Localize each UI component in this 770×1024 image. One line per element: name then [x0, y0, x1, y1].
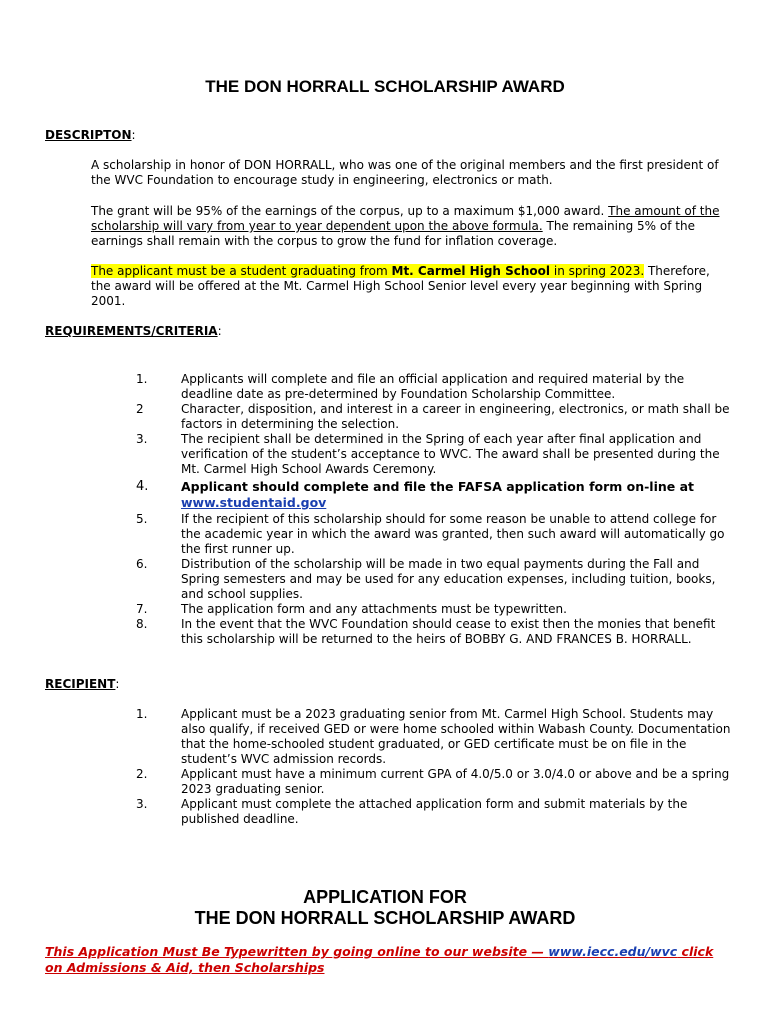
- description-paragraph-2: [91, 204, 731, 249]
- item-number: 3.: [136, 797, 148, 811]
- document-title: THE DON HORRALL SCHOLARSHIP AWARD: [205, 77, 565, 96]
- list-item: [0, 432, 731, 477]
- item-text: Character, disposition, and interest in a career in engineering, electronics, or math shall be factors in determining the selection.: [181, 402, 730, 431]
- notice-text-end: click on Admissions & Aid, then Scholarships: [45, 944, 714, 975]
- application-title-line-2: THE DON HORRALL SCHOLARSHIP AWARD: [194, 908, 576, 928]
- list-item: [0, 479, 731, 511]
- item-text: Distribution of the scholarship will be made in two equal payments during the Fall and Spring semesters and may be used for any education expenses, including tuition, books, and school supplies.: [181, 557, 716, 601]
- list-item: [0, 602, 731, 617]
- amount-varies-text: The amount of the scholarship will vary from year to year dependent upon the above formula.: [91, 204, 720, 233]
- therefore-text: Therefore, the award will be offered at the Mt. Carmel High School Senior level every year beginning with Spring 2001.: [91, 264, 710, 308]
- applicant-highlight-a: The applicant must be a student graduating from: [91, 264, 392, 278]
- item-text: If the recipient of this scholarship should for some reason be unable to attend college for the academic year in which the award was granted, then such award will automatically go the first runner up.: [181, 512, 725, 556]
- item-number: 1.: [136, 707, 148, 721]
- item-text: The recipient shall be determined in the Spring of each year after final application and verification of the student’s acceptance to WVC. The award shall be presented during the Mt. Carmel High School Awards Ceremony.: [181, 432, 720, 476]
- item-number: 4.: [136, 479, 149, 494]
- list-item: [0, 707, 731, 767]
- recipient-heading-label: RECIPIENT: [45, 677, 116, 691]
- item-text: Applicant must have a minimum current GPA of 4.0/5.0 or 3.0/4.0 or above and be a spring 2023 graduating senior.: [181, 767, 730, 796]
- list-item: [0, 557, 731, 602]
- list-item: [0, 512, 731, 557]
- item-number: 5.: [136, 512, 148, 526]
- description-heading-colon: :: [131, 128, 136, 142]
- recipient-heading: [45, 677, 119, 692]
- item-text: Applicant must complete the attached application form and submit materials by the published deadline.: [181, 797, 688, 826]
- item-number: 1.: [136, 372, 148, 386]
- description-paragraph-3: [91, 264, 731, 309]
- list-item: [0, 767, 731, 797]
- list-item: [0, 372, 731, 402]
- notice-text: This Application Must Be Typewritten by going online to our website —: [45, 944, 549, 959]
- typewritten-notice: [45, 944, 735, 976]
- list-item: [0, 402, 731, 432]
- item-number: 2.: [136, 767, 148, 781]
- application-title-line-1: APPLICATION FOR: [303, 887, 467, 907]
- item-number: 6.: [136, 557, 148, 571]
- recipient-heading-colon: :: [115, 677, 120, 691]
- description-paragraph-1: A scholarship in honor of DON HORRALL, who was one of the original members and the first president of the WVC Foundation to encourage study in engineering, electronics or math.: [91, 158, 719, 187]
- description-heading-label: DESCRIPTON: [45, 128, 132, 142]
- item-number: 7.: [136, 602, 148, 616]
- studentaid-link[interactable]: www.studentaid.gov: [181, 495, 327, 510]
- item-number: 2: [136, 402, 144, 416]
- list-item: [0, 617, 731, 647]
- list-item: [0, 797, 731, 827]
- requirements-list: [0, 372, 770, 647]
- item-text: In the event that the WVC Foundation should cease to exist then the monies that benefit this scholarship will be returned to the heirs of BOBBY G. AND FRANCES B. HORRALL.: [181, 617, 716, 646]
- remaining-text: The remaining 5% of the earnings shall remain with the corpus to grow the fund for inflation coverage.: [91, 219, 695, 248]
- website-link[interactable]: www.iecc.edu/wvc: [548, 944, 678, 959]
- item-text: The application form and any attachments must be typewritten.: [181, 602, 567, 616]
- item-number: 3.: [136, 432, 148, 446]
- grant-text: The grant will be 95% of the earnings of the corpus, up to a maximum $1,000 award.: [91, 204, 609, 218]
- requirements-heading-label: REQUIREMENTS/CRITERIA: [45, 324, 218, 338]
- school-name-highlight: Mt. Carmel High School: [391, 264, 551, 278]
- requirements-heading: [45, 324, 222, 339]
- item-text: Applicant should complete and file the FAFSA application form on-line at: [181, 479, 695, 494]
- applicant-highlight-c: in spring 2023.: [550, 264, 645, 278]
- item-number: 8.: [136, 617, 148, 631]
- item-text: Applicant must be a 2023 graduating senior from Mt. Carmel High School. Students may also qualify, if received GED or were home schooled within Wabash County. Documentation that the home-schooled student graduated, or GED certificate must be on file in the student’s WVC admission records.: [181, 707, 731, 766]
- item-text: Applicants will complete and file an official application and required material by the deadline date as pre-determined by Foundation Scholarship Committee.: [181, 372, 685, 401]
- description-heading: [45, 128, 136, 143]
- requirements-heading-colon: :: [217, 324, 222, 338]
- recipient-list: [0, 707, 770, 827]
